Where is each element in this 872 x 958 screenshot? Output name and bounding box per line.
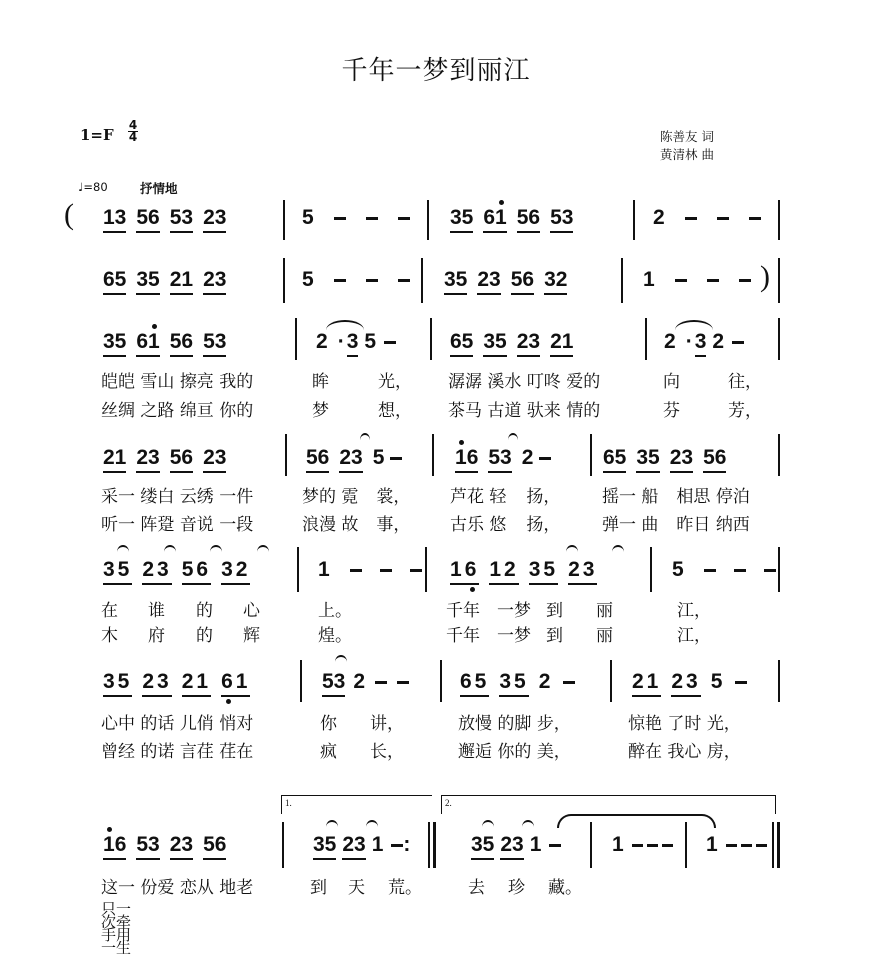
note-group: 23 [500, 833, 523, 860]
lyric: 想， [378, 401, 412, 421]
note-group: 35 [483, 330, 506, 357]
note-group: 35 [136, 268, 159, 295]
slur [117, 545, 129, 552]
measure [603, 446, 736, 473]
note-group: 23 [670, 446, 693, 473]
note-group: 56 [703, 446, 726, 473]
note: 1 [706, 833, 718, 856]
lyric-line-2d: 弹一 曲 昨日 纳西 [602, 515, 750, 535]
song-title: 千年一梦到丽江 [341, 56, 531, 86]
lyricist-credit: 陈善友 词 [660, 129, 714, 144]
barline [645, 318, 647, 360]
lyric: 眸 [312, 372, 329, 392]
barline [650, 547, 652, 592]
time-signature-bottom: 4 [128, 130, 138, 144]
lyric: 你 [320, 714, 337, 734]
note-group: 35 [499, 670, 528, 697]
note-group: 56 [136, 206, 159, 233]
lyric: 梦 [312, 401, 329, 421]
intro-open-paren: ( [64, 198, 74, 231]
measure: 35 61 56 53 [103, 330, 236, 357]
note-group: 56 [511, 268, 534, 295]
final-barline-thick [777, 822, 780, 868]
measure [450, 330, 583, 357]
composer-credit: 黄清林 曲 [660, 147, 714, 162]
note-group: 23 [170, 833, 193, 860]
note-group: 21 [550, 330, 573, 357]
note-group: 32 [544, 268, 567, 295]
lyric-line-1: 这一 份爱 恋从 地老 [101, 878, 254, 898]
measure [322, 670, 415, 697]
note-group: 53 [136, 833, 159, 860]
barline [778, 547, 780, 592]
repeat-end-barline [428, 822, 430, 868]
slur [366, 820, 378, 827]
slur [335, 655, 347, 662]
final-barline-thin [772, 822, 774, 868]
lyric-line-2b: 浪漫 故 事， [302, 515, 411, 535]
lyric: 荒。 [388, 878, 422, 898]
measure [612, 833, 675, 857]
lyric: 向 [663, 372, 680, 392]
note-group: 35 [103, 670, 132, 697]
note-group: 65 [603, 446, 626, 473]
lyric: 讲， [370, 714, 404, 734]
note: 1 [371, 833, 384, 856]
repeat-end-barline-thick [433, 822, 436, 868]
barline [285, 434, 287, 476]
lyric: 丽 [596, 601, 613, 621]
lyric-line-2b: 茶马 古道 驮来 情的 [448, 401, 601, 421]
key-signature: 1=F [80, 126, 114, 144]
lyric: 长， [370, 742, 404, 762]
measure [653, 206, 767, 230]
measure [306, 446, 408, 473]
lyric-line-2b: 邂逅 你的 美， [458, 742, 571, 762]
barline [300, 660, 302, 702]
time-signature-top: 4 [128, 118, 138, 132]
measure [643, 268, 757, 292]
barline [590, 822, 592, 868]
barline [421, 258, 423, 303]
measure [318, 558, 428, 582]
note-group: 23 [671, 670, 700, 697]
note-group: 23 [136, 446, 159, 473]
measure [103, 206, 236, 233]
lyric-line-1d: 摇一 船 相思 停泊 [602, 487, 750, 507]
barline [282, 822, 284, 868]
lyric: 谁 [148, 601, 165, 621]
measure [103, 558, 260, 585]
measure [471, 833, 567, 860]
lyric: 江， [677, 626, 711, 646]
note-group: 65 [103, 268, 126, 295]
intro-close-paren: ) [760, 260, 770, 293]
note-group: 35 [444, 268, 467, 295]
slur [612, 545, 624, 552]
barline [440, 660, 442, 702]
lyric: 到 [546, 601, 563, 621]
lyric: 疯 [320, 742, 337, 762]
lyric: 到 [310, 878, 327, 898]
note: 1 [612, 833, 624, 856]
barline [621, 258, 623, 303]
note-group: 23 [142, 670, 171, 697]
note-group: 23 [203, 268, 226, 295]
barline [778, 434, 780, 476]
lyric: 在 [101, 601, 118, 621]
note-group: 21 [182, 670, 211, 697]
note: 5 [302, 268, 314, 291]
note: 1 [643, 268, 655, 291]
note-group: 32 [221, 558, 250, 585]
lyric: 芬 [663, 401, 680, 421]
lyric-line-1b: 潺潺 溪水 叮咚 爱的 [448, 372, 601, 392]
slur [326, 820, 338, 827]
barline [778, 660, 780, 702]
lyric-line-1: 采一 缕白 云绣 一件 [101, 487, 254, 507]
lyric: 千年 [446, 601, 480, 621]
barline [425, 547, 427, 592]
measure: 2 ·3 2 [664, 330, 750, 357]
note-group: 53 [170, 206, 193, 233]
note-group: 23 [477, 268, 500, 295]
barline [432, 434, 434, 476]
note: 1 [318, 558, 330, 581]
lyric-line-1b: 放慢 的脚 步， [458, 714, 571, 734]
lyric: 的 [196, 601, 213, 621]
lyric: 光， [378, 372, 412, 392]
note-group: 23 [203, 206, 226, 233]
lyric: 藏。 [548, 878, 582, 898]
expression-marking: 抒情地 [140, 181, 178, 196]
note-group: 23 [203, 446, 226, 473]
slur [210, 545, 222, 552]
note-group: 23 [339, 446, 362, 473]
note-group: 21 [170, 268, 193, 295]
slur [482, 820, 494, 827]
slur [508, 433, 518, 440]
note-group: 13 [103, 206, 126, 233]
note-group: 23 [342, 833, 365, 860]
measure [444, 268, 577, 295]
measure [302, 206, 416, 230]
lyric: 府 [148, 626, 165, 646]
note-group: 23 [517, 330, 540, 357]
lyric: 到 [546, 626, 563, 646]
measure: 16 53 2 [455, 446, 557, 473]
lyric: 丽 [596, 626, 613, 646]
lyric-line-2: 听一 阵跫 音说 一段 [101, 515, 254, 535]
note-group: 56 [203, 833, 226, 860]
measure [302, 268, 416, 292]
note-group: 35 [103, 558, 132, 585]
note-group: 56 [170, 446, 193, 473]
measure: 35 23 21 61 [103, 670, 260, 697]
tempo-marking: ♩=80 [78, 180, 108, 194]
barline [430, 318, 432, 360]
note-group: 53 [322, 670, 345, 697]
slur [257, 545, 269, 552]
volta-first-ending: 1. [281, 795, 432, 814]
measure [706, 833, 769, 857]
note-group: 56 [306, 446, 329, 473]
measure: 35 61 56 53 [450, 206, 583, 233]
slur [675, 320, 713, 330]
lyric: 去 [468, 878, 485, 898]
note: 5 [302, 206, 314, 229]
note-group: 65 [460, 670, 489, 697]
lyric-line-2c: 醉在 我心 房， [628, 742, 741, 762]
lyric-line-1c: 惊艳 了时 光， [628, 714, 741, 734]
barline [610, 660, 612, 702]
note-group: 56 [182, 558, 211, 585]
measure [103, 446, 236, 473]
lyric: 珍 [508, 878, 525, 898]
note-group: 23 [142, 558, 171, 585]
barline [685, 822, 687, 868]
lyric: 一梦 [497, 601, 531, 621]
barline [283, 258, 285, 303]
lyric-line-1c: 芦花 轻 扬， [450, 487, 561, 507]
lyric: 上。 [318, 601, 352, 621]
lyric-line-2-clipped: 只一 次牵 手用 一生 [101, 900, 132, 957]
slur [566, 545, 578, 552]
lyric: 往， [728, 372, 762, 392]
note-group: 35 [313, 833, 336, 860]
slur [522, 820, 534, 827]
note-group: 21 [103, 446, 126, 473]
measure: 16 53 23 56 [103, 833, 236, 860]
tie-long [557, 814, 716, 828]
note-group: 65 [450, 330, 473, 357]
slur [326, 320, 364, 330]
note: 5 [710, 670, 726, 693]
lyric: 一梦 [497, 626, 531, 646]
lyric: 木 [101, 626, 118, 646]
measure: 35 23 1 : [313, 833, 410, 860]
slur [164, 545, 176, 552]
note: 5 [672, 558, 684, 581]
lyric-line-1b: 梦的 霓 裳， [302, 487, 411, 507]
lyric: 心 [243, 601, 260, 621]
note-group: 35 [636, 446, 659, 473]
lyric-line-2: 曾经 的诺 言荏 荏在 [101, 742, 254, 762]
measure [460, 670, 581, 697]
barline [427, 200, 429, 240]
measure: 2 ·3 5 [316, 330, 402, 357]
lyric-line-2: 丝绸 之路 绵亘 你的 [101, 401, 254, 421]
barline [590, 434, 592, 476]
barline [283, 200, 285, 240]
note: 2 [353, 670, 366, 693]
barline [633, 200, 635, 240]
lyric: 江， [677, 601, 711, 621]
lyric: 芳， [728, 401, 762, 421]
lyric: 千年 [446, 626, 480, 646]
barline [778, 200, 780, 240]
lyric: 煌。 [318, 626, 352, 646]
barline [778, 258, 780, 303]
lyric: 天 [348, 878, 365, 898]
measure: 16 12 35 23 [450, 558, 607, 585]
lyric-line-1: 皑皑 雪山 擦亮 我的 [101, 372, 254, 392]
note: 5 [372, 446, 385, 469]
measure [632, 670, 753, 697]
barline [778, 318, 780, 360]
lyric: 的 [196, 626, 213, 646]
note: 1 [529, 833, 542, 856]
lyric-line-2c: 古乐 悠 扬， [450, 515, 561, 535]
lyric-line-1: 心中 的话 儿俏 悄对 [101, 714, 254, 734]
volta-second-ending: 2. [441, 795, 776, 814]
time-signature [128, 120, 138, 143]
barline [297, 547, 299, 592]
note-group: 21 [632, 670, 661, 697]
note: 2 [538, 670, 554, 693]
note: 2 [653, 206, 665, 229]
measure [672, 558, 782, 582]
lyric: 辉 [243, 626, 260, 646]
note-group: 35 [471, 833, 494, 860]
measure [103, 268, 236, 295]
slur [360, 433, 370, 440]
barline [295, 318, 297, 360]
